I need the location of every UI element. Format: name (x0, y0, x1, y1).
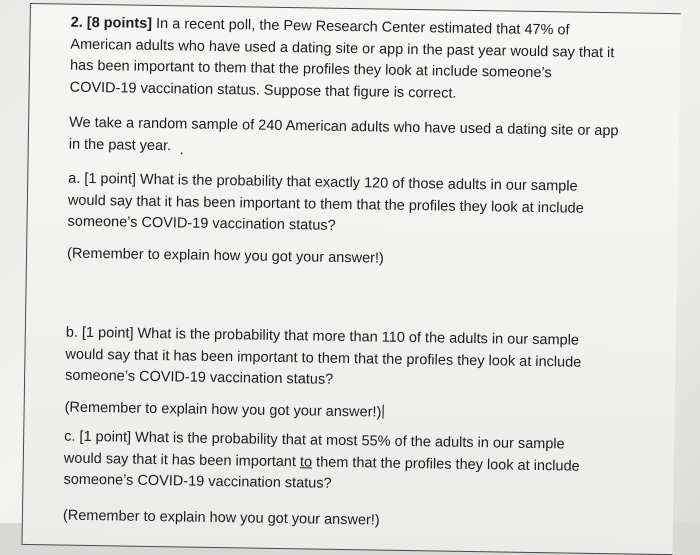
part-a-line-1: a. [1 point] What is the probability that exactly 120 of those adults in our sample (68, 170, 578, 195)
question-2-intro (70, 13, 651, 108)
intro-line-2: American adults who have used a dating site or app in the past year would say that it (70, 36, 615, 61)
part-a-line-3: someone’s COVID-19 vaccination status? (67, 213, 336, 234)
sample-description (69, 113, 650, 165)
part-a-reminder: (Remember to explain how you got your answer!) (66, 245, 384, 267)
question-number: 2. (70, 14, 83, 31)
part-c-underlined-word: to (299, 453, 313, 470)
stray-mark (181, 152, 183, 154)
intro-line-1: In a recent poll, the Pew Research Center estimated that 47% of (155, 15, 570, 39)
part-c-line-2-after: them that the profiles they look at include (311, 453, 580, 475)
part-c-line-1: c. [1 point] What is the probability that at most 55% of the adults in our sample (64, 428, 565, 453)
part-a-line-2: would say that it has been important to them that the profiles they look at include (67, 192, 584, 217)
document-content (63, 13, 651, 536)
intro-line-4: COVID-19 vaccination status. Suppose that figure is correct. (69, 79, 457, 102)
sample-line-1: We take a random sample of 240 American adults who have used a dating site or app (69, 114, 619, 140)
part-b-line-1: b. [1 point] What is the probability that more than 110 of the adults in our sample (65, 324, 580, 349)
part-b-reminder-text: (Remember to explain how you got your answer!) (64, 399, 382, 421)
sample-line-2: in the past year. (68, 136, 172, 154)
part-c-question (63, 427, 644, 501)
part-c-line-2-before: would say that it has been important (63, 450, 301, 470)
part-b-line-2: would say that it has been important to them that the profiles they look at include (65, 346, 582, 371)
part-c-reminder: (Remember to explain how you got your answer!) (62, 507, 380, 529)
part-c-line-3: someone’s COVID-19 vaccination status? (63, 471, 332, 492)
text-cursor (382, 404, 384, 418)
part-a-question (67, 169, 648, 243)
paper-sheet (21, 3, 680, 555)
part-b-question (65, 323, 646, 397)
part-b-line-3: someone’s COVID-19 vaccination status? (65, 367, 334, 388)
part-b-reminder (64, 397, 644, 428)
intro-line-3: has been important to them that the profiles they look at include someone’s (69, 57, 552, 82)
question-points: [8 points] (86, 14, 153, 32)
